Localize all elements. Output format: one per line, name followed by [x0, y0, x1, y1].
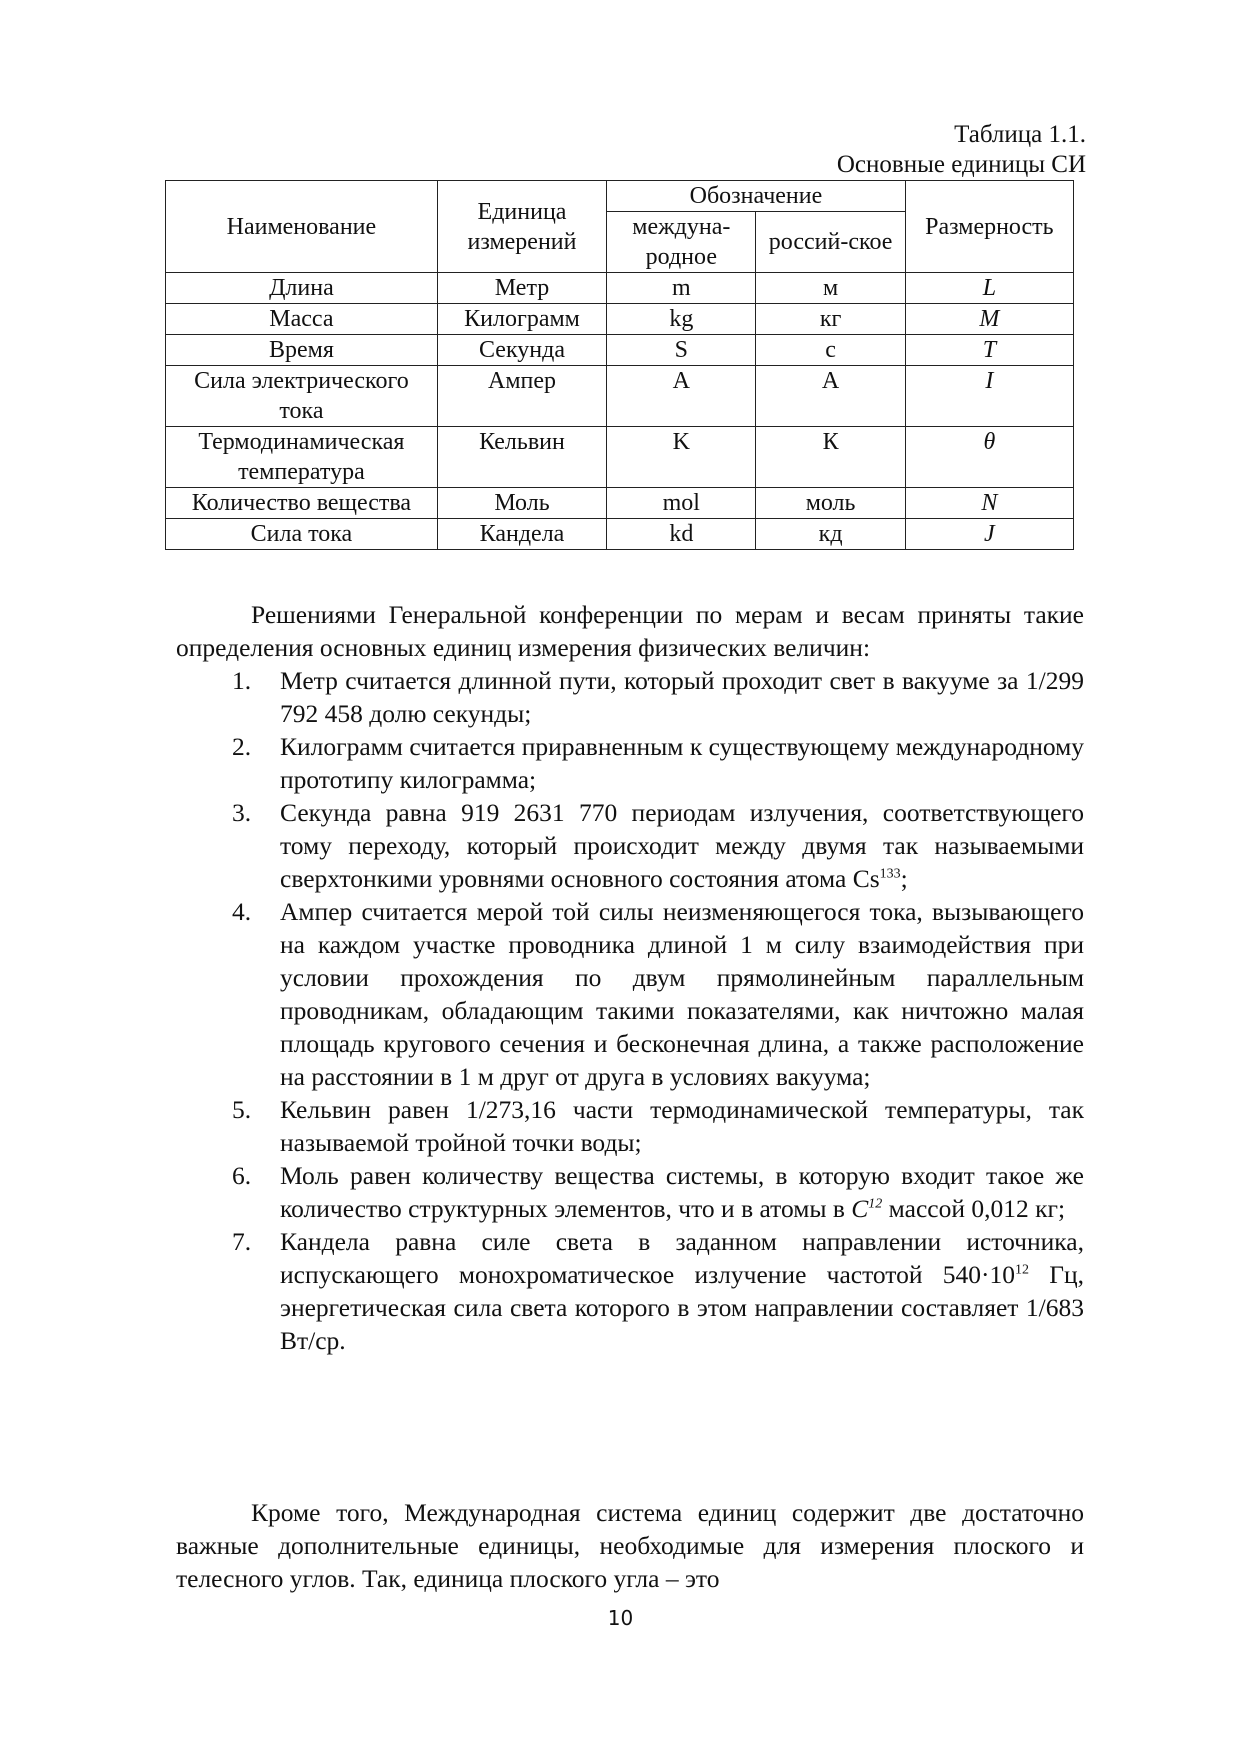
header-unit: Единица измерений [437, 181, 606, 273]
header-dimension: Размерность [905, 181, 1073, 273]
list-item [232, 1093, 1084, 1159]
cell-dim: T [905, 335, 1073, 366]
cell-rus: моль [756, 488, 905, 519]
cell-unit: Секунда [437, 335, 606, 366]
cell-rus: с [756, 335, 905, 366]
table-row [166, 335, 1074, 366]
carbon-symbol: C [851, 1194, 869, 1223]
cell-unit: Кельвин [437, 427, 606, 488]
cell-rus: К [756, 427, 905, 488]
item-tail: Гц, энергетическая сила света которого в этом направлении составляет 1/683 Вт/ср. [280, 1260, 1084, 1355]
intro-block [176, 598, 1084, 664]
item-number: 3. [232, 798, 252, 827]
item-text: Метр считается длинной пути, который проходит свет в вакууме за 1/299 792 458 долю секунды; [280, 666, 1084, 728]
superscript: 12 [868, 1196, 883, 1212]
cell-dim: M [905, 304, 1073, 335]
table-row [166, 304, 1074, 335]
closing-block [176, 1496, 1084, 1595]
item-number: 7. [232, 1227, 252, 1256]
page-number: 10 [607, 1606, 634, 1630]
item-number: 2. [232, 732, 252, 761]
header-russian: россий-ское [756, 212, 905, 273]
cell-intl: S [607, 335, 756, 366]
cell-name: Количество вещества [166, 488, 438, 519]
cell-rus: м [756, 273, 905, 304]
superscript: 133 [879, 866, 901, 882]
cell-name: Сила электрического тока [166, 366, 438, 427]
list-item [232, 664, 1084, 730]
superscript: 12 [1015, 1262, 1029, 1278]
definitions-list [232, 664, 1084, 1357]
cell-name: Термодинамическая температура [166, 427, 438, 488]
header-designation: Обозначение [607, 181, 906, 212]
item-number: 6. [232, 1161, 252, 1190]
item-text: Кельвин равен 1/273,16 части термодинамической температуры, так называемой тройной точки воды; [280, 1095, 1084, 1157]
cell-rus: кд [756, 519, 905, 550]
cell-unit: Килограмм [437, 304, 606, 335]
list-item [232, 895, 1084, 1093]
item-text: Секунда равна 919 2631 770 периодам излучения, соответствующего тому переходу, который происходит между двумя так называемыми сверхтонкими уровнями основного состояния атома Cs [280, 798, 1084, 893]
cell-rus: кг [756, 304, 905, 335]
table-row [166, 519, 1074, 550]
header-name: Наименование [166, 181, 438, 273]
item-number: 5. [232, 1095, 252, 1124]
si-units-table [165, 180, 1074, 550]
list-item [232, 1225, 1084, 1357]
cell-unit: Ампер [437, 366, 606, 427]
closing-paragraph: Кроме того, Международная система единиц содержит две достаточно важные дополнительные единицы, необходимые для измерения плоского и телесного углов. Так, единица плоского угла – это [176, 1498, 1084, 1593]
cell-name: Время [166, 335, 438, 366]
cell-dim: N [905, 488, 1073, 519]
table-body [166, 273, 1074, 550]
item-number: 4. [232, 897, 252, 926]
cell-dim: L [905, 273, 1073, 304]
table-row [166, 427, 1074, 488]
table-row [166, 273, 1074, 304]
item-text: Ампер считается мерой той силы неизменяющегося тока, вызывающего на каждом участке проводника длиной 1 м силу взаимодействия при условии прохождения по двум прямолинейным параллельным проводникам, обладающим такими показателями, как ничтожно малая площадь кругового сечения и бесконечная длина, а также расположение на расстоянии в 1 м друг от друга в условиях вакуума; [280, 897, 1084, 1091]
cell-unit: Моль [437, 488, 606, 519]
list-item [232, 730, 1084, 796]
table-caption-number: Таблица 1.1. [954, 121, 1086, 148]
cell-name: Сила тока [166, 519, 438, 550]
intro-paragraph: Решениями Генеральной конференции по мерам и весам приняты такие определения основных единиц измерения физических величин: [176, 600, 1084, 662]
cell-name: Масса [166, 304, 438, 335]
cell-intl: K [607, 427, 756, 488]
table-row [166, 488, 1074, 519]
header-international: междуна-родное [607, 212, 756, 273]
cell-intl: kd [607, 519, 756, 550]
item-text: Моль равен количеству вещества системы, в которую входит такое же количество структурных элементов, что и в атомы в [280, 1161, 1084, 1223]
cell-unit: Кандела [437, 519, 606, 550]
list-item [232, 1159, 1084, 1225]
cell-name: Длина [166, 273, 438, 304]
item-tail: массой 0,012 кг; [882, 1194, 1066, 1223]
table-caption-title: Основные единицы СИ [836, 151, 1086, 178]
cell-unit: Метр [437, 273, 606, 304]
list-item [232, 796, 1084, 895]
cell-rus: А [756, 366, 905, 427]
cell-intl: m [607, 273, 756, 304]
table-row [166, 366, 1074, 427]
item-number: 1. [232, 666, 252, 695]
item-tail: ; [900, 864, 908, 893]
cell-intl: mol [607, 488, 756, 519]
cell-dim: J [905, 519, 1073, 550]
cell-dim: I [905, 366, 1073, 427]
item-text: Килограмм считается приравненным к существующему международному прототипу килограмма; [280, 732, 1084, 794]
item-text: Кандела равна силе света в заданном направлении источника, испускающего монохроматическое излучение частотой 540·10 [280, 1227, 1084, 1289]
cell-intl: A [607, 366, 756, 427]
cell-intl: kg [607, 304, 756, 335]
cell-dim: θ [905, 427, 1073, 488]
